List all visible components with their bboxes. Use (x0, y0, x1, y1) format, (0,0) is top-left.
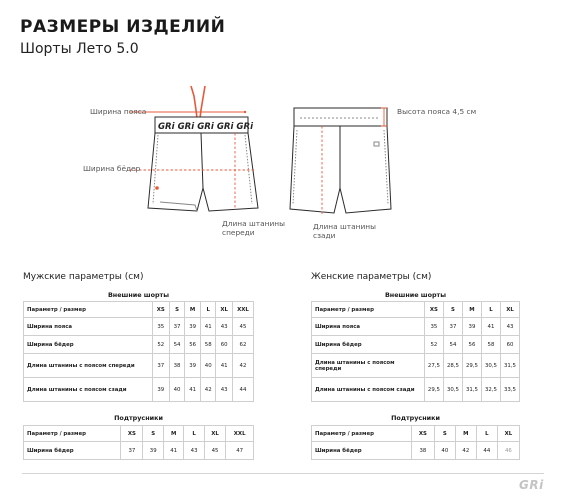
men-section-title: Мужские параметры (см) (23, 272, 144, 282)
size-column-header: S (143, 426, 163, 442)
size-column-header: XXL (232, 302, 253, 318)
table-row (24, 336, 254, 354)
size-value-cell: 30,5 (481, 354, 500, 378)
size-value-cell: 30,5 (443, 378, 462, 402)
table-row (24, 442, 254, 460)
size-value-cell: 43 (216, 378, 232, 402)
label-inseam-front: Длина штанины спереди (222, 219, 285, 237)
param-name-cell: Длина штанины с поясом спереди (24, 354, 153, 378)
size-column-header: XL (204, 426, 226, 442)
size-value-cell: 39 (185, 318, 201, 336)
size-column-header: S (434, 426, 455, 442)
size-column-header: L (184, 426, 204, 442)
size-value-cell: 41 (216, 354, 232, 378)
size-column-header: XS (121, 426, 143, 442)
size-value-cell: 47 (226, 442, 254, 460)
size-value-cell: 27,5 (424, 354, 443, 378)
size-value-cell: 46 (497, 442, 519, 460)
size-value-cell: 33,5 (500, 378, 519, 402)
size-value-cell: 41 (481, 318, 500, 336)
param-name-cell: Длина штанины с поясом сзади (312, 378, 425, 402)
param-name-cell: Ширина бёдер (312, 442, 412, 460)
product-name: Шорты Лето 5.0 (20, 41, 139, 57)
size-value-cell: 44 (476, 442, 497, 460)
men-outer-size-table (23, 301, 254, 402)
women-section-title: Женские параметры (см) (311, 272, 432, 282)
param-name-cell: Ширина бёдер (24, 336, 153, 354)
table-row (24, 318, 254, 336)
size-column-header: M (185, 302, 201, 318)
size-value-cell: 31,5 (500, 354, 519, 378)
page-title: РАЗМЕРЫ ИЗДЕЛИЙ (20, 17, 226, 37)
size-value-cell: 38 (412, 442, 435, 460)
size-column-header: XS (424, 302, 443, 318)
size-column-header: XL (500, 302, 519, 318)
size-value-cell: 40 (434, 442, 455, 460)
size-value-cell: 37 (169, 318, 185, 336)
men-under-size-table (23, 425, 254, 460)
size-value-cell: 42 (232, 354, 253, 378)
table-row (312, 318, 520, 336)
param-name-cell: Ширина бёдер (24, 442, 121, 460)
size-value-cell: 44 (232, 378, 253, 402)
size-diagram (0, 70, 562, 270)
label-hip-width: Ширина бёдер (83, 164, 141, 173)
table-row (312, 378, 520, 402)
param-column-header: Параметр / размер (312, 302, 425, 318)
size-value-cell: 41 (163, 442, 183, 460)
size-value-cell: 58 (200, 336, 216, 354)
size-value-cell: 54 (169, 336, 185, 354)
size-value-cell: 60 (216, 336, 232, 354)
param-name-cell: Ширина пояса (312, 318, 425, 336)
size-column-header: S (169, 302, 185, 318)
size-value-cell: 39 (152, 378, 169, 402)
label-inseam-back: Длина штанины сзади (313, 222, 376, 240)
size-value-cell: 40 (200, 354, 216, 378)
size-value-cell: 58 (481, 336, 500, 354)
size-value-cell: 62 (232, 336, 253, 354)
table-row (312, 354, 520, 378)
size-value-cell: 43 (216, 318, 232, 336)
size-value-cell: 56 (185, 336, 201, 354)
table-row (24, 354, 254, 378)
size-column-header: L (481, 302, 500, 318)
param-column-header: Параметр / размер (312, 426, 412, 442)
size-value-cell: 42 (455, 442, 476, 460)
size-value-cell: 35 (152, 318, 169, 336)
waistband-logo-text: GRi GRi GRi GRi GRi (158, 122, 254, 132)
size-value-cell: 60 (500, 336, 519, 354)
table-row (312, 336, 520, 354)
size-value-cell: 39 (185, 354, 201, 378)
size-value-cell: 39 (143, 442, 163, 460)
size-value-cell: 37 (443, 318, 462, 336)
param-column-header: Параметр / размер (24, 302, 153, 318)
men-outer-title: Внешние шорты (107, 291, 170, 299)
size-value-cell: 35 (424, 318, 443, 336)
women-outer-title: Внешние шорты (384, 291, 447, 299)
brand-logo: GRi (519, 478, 544, 492)
size-value-cell: 42 (200, 378, 216, 402)
size-value-cell: 43 (500, 318, 519, 336)
table-row (312, 442, 520, 460)
women-under-title: Подтрусники (391, 414, 440, 422)
size-value-cell: 52 (152, 336, 169, 354)
women-under-size-table (311, 425, 520, 460)
label-waistband-height: Высота пояса 4,5 см (397, 107, 477, 116)
size-value-cell: 56 (462, 336, 481, 354)
table-header-row (312, 426, 520, 442)
size-value-cell: 37 (121, 442, 143, 460)
size-value-cell: 32,5 (481, 378, 500, 402)
size-value-cell: 28,5 (443, 354, 462, 378)
size-column-header: XL (497, 426, 519, 442)
size-value-cell: 43 (184, 442, 204, 460)
size-column-header: M (462, 302, 481, 318)
param-column-header: Параметр / размер (24, 426, 121, 442)
label-waist-width: Ширина пояса (90, 107, 147, 116)
table-header-row (312, 302, 520, 318)
size-value-cell: 39 (462, 318, 481, 336)
size-value-cell: 45 (204, 442, 226, 460)
param-name-cell: Длина штанины с поясом сзади (24, 378, 153, 402)
size-value-cell: 45 (232, 318, 253, 336)
size-value-cell: 31,5 (462, 378, 481, 402)
front-shorts-drawing (148, 86, 258, 211)
param-name-cell: Ширина бёдер (312, 336, 425, 354)
size-column-header: S (443, 302, 462, 318)
size-value-cell: 29,5 (462, 354, 481, 378)
size-column-header: XXL (226, 426, 254, 442)
table-header-row (24, 426, 254, 442)
size-value-cell: 37 (152, 354, 169, 378)
size-value-cell: 54 (443, 336, 462, 354)
size-value-cell: 29,5 (424, 378, 443, 402)
size-value-cell: 38 (169, 354, 185, 378)
size-column-header: L (200, 302, 216, 318)
param-name-cell: Длина штанины с поясом спереди (312, 354, 425, 378)
size-column-header: M (163, 426, 183, 442)
size-value-cell: 40 (169, 378, 185, 402)
param-name-cell: Ширина пояса (24, 318, 153, 336)
men-under-title: Подтрусники (114, 414, 163, 422)
size-column-header: M (455, 426, 476, 442)
table-row (24, 378, 254, 402)
size-column-header: L (476, 426, 497, 442)
back-shorts-drawing (290, 108, 391, 213)
table-header-row (24, 302, 254, 318)
size-column-header: XS (152, 302, 169, 318)
size-value-cell: 41 (200, 318, 216, 336)
size-value-cell: 52 (424, 336, 443, 354)
size-column-header: XL (216, 302, 232, 318)
women-outer-size-table (311, 301, 520, 402)
size-column-header: XS (412, 426, 435, 442)
size-value-cell: 41 (185, 378, 201, 402)
footer-divider (22, 473, 544, 474)
